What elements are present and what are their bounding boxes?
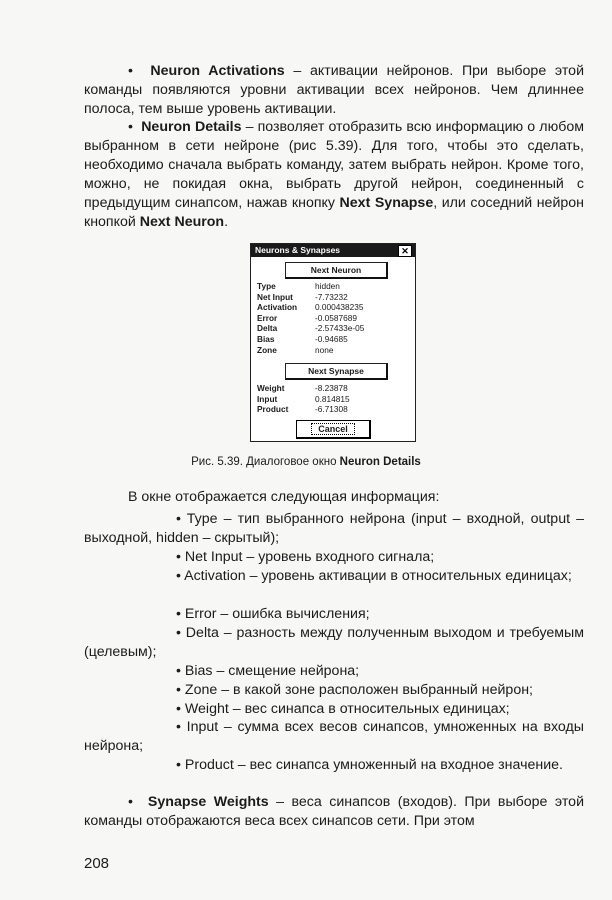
paragraph-synapse-weights — [84, 793, 584, 831]
figure-caption — [0, 455, 612, 470]
next-synapse-button[interactable]: Next Synapse — [285, 363, 388, 380]
row-value: none — [315, 344, 334, 355]
list-item: • Zone – в какой зоне расположен выбранный нейрон; — [176, 682, 533, 698]
paragraph-text: – позволяет отобразить всю информацию о любом выбранном в сети нейроне (рис 5.39). Для того, чтобы это сделать, необходимо сначала выбрать команду, затем выбрать нейрон. Кроме того, можно, не покидая окна, выбрать другой нейрон, соединенный с предыдущим синапсом, нажав кнопку — [84, 119, 584, 211]
list-item: • Delta – разность между полученным выходом и требуемым (целевым); — [84, 625, 584, 660]
bullet: • — [128, 63, 133, 79]
row-label: Net Input — [257, 291, 293, 302]
bullet: • — [128, 794, 133, 810]
term-neuron-activations: Neuron Activations — [150, 63, 285, 79]
dialog-row — [257, 313, 357, 324]
dialog-title-bar — [251, 244, 415, 257]
list-item: • Bias – смещение нейрона; — [176, 663, 360, 679]
row-value: -6.71308 — [315, 404, 348, 415]
list-item: • Input – сумма всех весов синапсов, умноженных на входы нейрона; — [84, 719, 584, 754]
row-value: -2.57433e-05 — [315, 323, 365, 334]
row-value: 0.000438235 — [315, 302, 364, 313]
close-icon[interactable]: ✕ — [398, 245, 412, 257]
row-label: Input — [257, 393, 278, 404]
caption-bold: Neuron Details — [339, 456, 421, 468]
page-number: 208 — [84, 855, 110, 872]
dialog-row — [257, 394, 350, 405]
caption-prefix: Рис. 5.39. Диалоговое окно — [191, 456, 340, 468]
list-item: • Error – ошибка вычисления; — [176, 606, 370, 622]
paragraph-neuron-details — [84, 118, 584, 232]
dialog-row — [257, 323, 364, 334]
next-neuron-button[interactable]: Next Neuron — [285, 262, 388, 279]
dialog-row — [257, 281, 340, 292]
paragraph-neuron-activations — [84, 62, 584, 119]
bullet: • — [128, 119, 133, 135]
term-synapse-weights: Synapse Weights — [147, 794, 269, 810]
dialog-row — [257, 292, 348, 303]
list-item: • Type – тип выбранного нейрона (input – входной, output – выходной, hidden – скрытый); — [84, 511, 584, 546]
row-value: hidden — [315, 281, 340, 291]
list-item: • Weight – вес синапса в относительных единицах; — [176, 701, 510, 717]
row-value: -7.73232 — [315, 291, 348, 302]
term-neuron-details: Neuron Details — [141, 119, 242, 135]
dialog-row — [257, 334, 348, 345]
list-item: • Net Input – уровень входного сигнала; — [176, 549, 435, 565]
row-label: Error — [257, 312, 278, 323]
paragraph-text: – веса синапсов (входов). При выборе этой команды отображаются веса всех синапсов сети. При этом — [84, 794, 584, 829]
paragraph-text: – активации нейронов. При выборе этой команды появляются уровни активации всех нейронов. Чем длиннее полоса, тем выше уровень активации. — [84, 63, 585, 117]
row-label: Activation — [257, 302, 298, 313]
dialog-row — [257, 383, 348, 394]
row-label: Bias — [257, 334, 275, 344]
row-label: Product — [257, 404, 289, 415]
row-value: -8.23878 — [315, 383, 348, 393]
dialog-row — [257, 404, 348, 415]
dialog-row — [257, 302, 363, 313]
intro-line: В окне отображается следующая информация: — [128, 489, 440, 505]
row-value: -0.94685 — [315, 334, 348, 344]
row-label: Zone — [257, 344, 277, 355]
row-value: 0.814815 — [315, 393, 350, 404]
term-next-synapse: Next Synapse — [339, 195, 434, 211]
cancel-label: Cancel — [311, 423, 355, 435]
paragraph-text: , или соседний нейрон кнопкой — [84, 195, 584, 230]
row-label: Type — [257, 281, 276, 291]
neurons-synapses-dialog — [250, 243, 416, 442]
cancel-button[interactable] — [296, 420, 371, 439]
term-next-neuron: Next Neuron — [139, 214, 225, 230]
list-item: • Product – вес синапса умноженный на входное значение. — [176, 757, 563, 773]
dialog-row — [257, 345, 333, 356]
row-value: -0.0587689 — [315, 312, 357, 323]
row-label: Weight — [257, 383, 285, 393]
list-item: • Activation – уровень активации в относительных единицах; — [176, 568, 572, 584]
dialog-title: Neurons & Synapses — [255, 245, 341, 255]
row-label: Delta — [257, 323, 278, 334]
paragraph-text: . — [224, 214, 229, 230]
